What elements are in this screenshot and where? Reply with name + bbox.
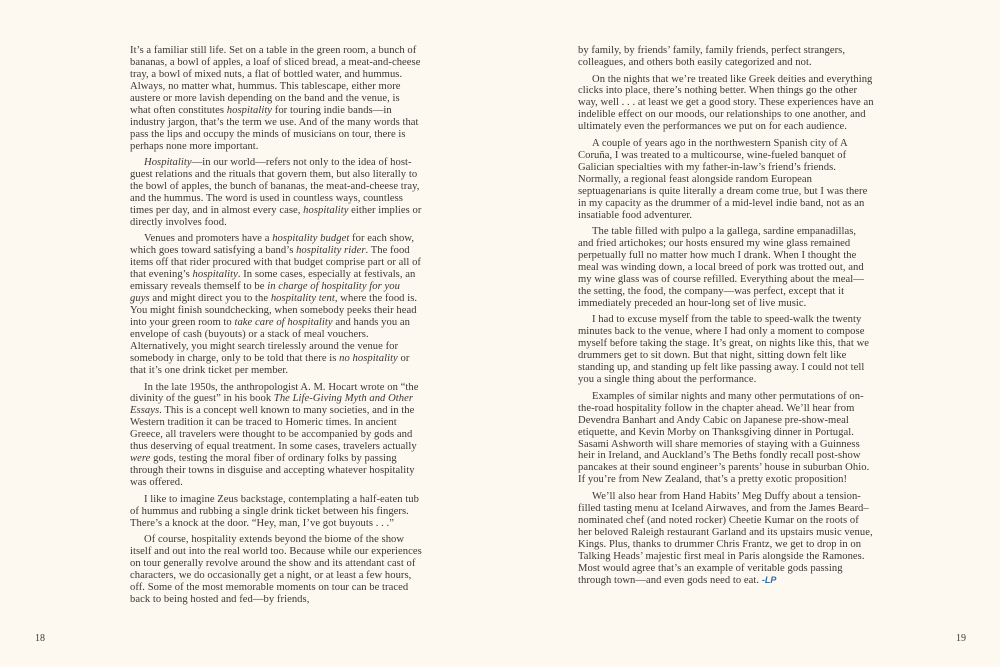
italic-text: hospitality	[226, 104, 273, 116]
page-number-right: 19	[956, 633, 966, 644]
italic-text: in charge of hospitality for you guys	[130, 281, 400, 305]
text-run: Examples of similar nights and many other permutations of on-the-road hospitality follow in the chapter ahead. We’ll hear from Devendra Banhart and Andy Cabic on Japanese pre-show-meal etiquette, and Kevin Morby on Thanksgiving dinner in Portugal. Sasami Ashworth will share memories of staying with a Guinness heir in Ireland, and Auckland’s The Beths fondly recall post-show pancakes at their sound engineer’s parents’ house in suburban Ohio. If you’re from New Zealand, that’s a pretty exotic proposition!	[578, 390, 870, 486]
paragraph	[578, 491, 874, 587]
text-run: and might direct you to the	[149, 293, 271, 305]
text-run: and hands you an envelope of cash (buyouts) or a stack of meal vouchers. Alternatively, you might search tirelessly around the venue for somebody in charge, only to be told that there is	[130, 317, 411, 365]
text-run: The table filled with pulpo a la gallega, sardine empanadillas, and fried artichokes; our hosts ensured my wine glass remained perpetually full no matter how much I drank. When I thought the meal was winding down, a local breed of pork was trotted out, and my wine glass was of course refilled. Everything about the meal—the setting, the food, the company—was perfect, except that it immediately preceded an hour-long set of live music.	[578, 226, 864, 309]
text-run: gods, testing the moral fiber of ordinary folks by passing through their towns in disguise and accepting whatever hospitality was offered.	[130, 453, 415, 489]
text-run: . This is a concept well known to many societies, and in the Western tradition it can be traced to Homeric times. In ancient Greece, all travelers were thought to be accompanied by gods and thus deserving of equal treatment. In some cases, travelers actually	[130, 405, 417, 453]
left-page-body-text	[130, 45, 422, 610]
paragraph	[578, 226, 874, 310]
paragraph	[130, 534, 422, 606]
text-run: Venues and promoters have a	[144, 233, 273, 245]
text-run: I had to excuse myself from the table to speed-walk the twenty minutes back to the venue, where I had only a moment to compose myself before taking the stage. It’s great, on nights like this, that we drummers get to sit down. But that night, sitting down felt like standing up, and standing up felt like passing away. I could not tell you a single thing about the performance.	[578, 314, 870, 386]
paragraph	[578, 138, 874, 222]
italic-text: hospitality tent	[270, 293, 335, 305]
text-run: . In some cases, especially at festivals, an emissary reveals themself to be	[130, 269, 416, 293]
text-run: In the late 1950s, the anthropologist A. M. Hocart wrote on “the divinity of the guest” in his book	[130, 381, 419, 405]
italic-text: hospitality	[303, 204, 349, 216]
text-run: —in our world—refers not only to the idea of host-guest relations and the rituals that govern them, but also literally to the bowl of apples, the bunch of bananas, the meat-and-cheese tray, and the hummus. The word is used in countless ways, countless times per day, and in almost every case,	[130, 157, 420, 216]
paragraph	[578, 74, 874, 134]
italic-text: hospitality budget	[272, 233, 350, 245]
text-run: by family, by friends’ family, family friends, perfect strangers, colleagues, and others both easily categorized and not.	[578, 45, 846, 68]
paragraph	[130, 494, 422, 530]
paragraph	[130, 45, 422, 153]
italic-text: were	[130, 453, 151, 465]
page-number-left: 18	[35, 633, 45, 644]
paragraph	[578, 45, 874, 69]
text-run: A couple of years ago in the northwestern Spanish city of A Coruña, I was treated to a multicourse, wine-fueled banquet of Galician specialties with my father-in-law’s friend’s friends. Normally, a regional feast alongside random European septuagenarians is quite literally a dream come true, but I was there in my capacity as the drummer of a mid-level indie band, not as an insatiable food adventurer.	[578, 137, 868, 221]
text-run: , where the food is. You might finish soundchecking, when somebody peeks their head into your green room to	[130, 293, 418, 329]
italic-text: hospitality rider	[296, 245, 366, 257]
italic-text: take care of hospitality	[234, 317, 333, 329]
text-run: We’ll also hear from Hand Habits’ Meg Duffy about a tension-filled tasting menu at Iceland Airwaves, and from the James Beard–nominated chef (and noted rocker) Cheetie Kumar on the roots of her beloved Raleigh restaurant Garland and its upstairs music venue, Kings. Plus, thanks to drummer Chris Frantz, we get to drop in on Talking Heads’ majestic first meal in Paris alongside the Ramones. Most would agree that’s an example of veritable gods passing through town—and even gods need to eat.	[578, 490, 873, 586]
text-run: for each show, which goes toward satisfying a band’s	[130, 233, 415, 257]
italic-text: Hospitality	[144, 157, 192, 169]
right-page-body-text	[578, 45, 874, 591]
right-page	[500, 0, 1000, 667]
text-run: On the nights that we’re treated like Greek deities and everything clicks into place, there’s nothing better. When things go the other way, well . . . at least we get a good story. These experiences have an indelible effect on our moods, our relationships to one another, and ultimately even the performances we put on for each audience.	[578, 73, 874, 133]
text-run: either implies or directly involves food.	[130, 204, 422, 228]
italic-text: no hospitality	[339, 353, 398, 365]
paragraph	[578, 391, 874, 487]
text-run: . The food items off that rider procured with that budget comprise part or all of that evening’s	[130, 245, 422, 281]
text-run: Of course, hospitality extends beyond the biome of the show itself and out into the real world too. Because while our experiences on tour generally revolve around the show and its attendant cast of characters, we do occasionally get a night, or at least a few hours, off. Some of the most memorable moments on tour can be traced back to being hosted and fed—by friends,	[130, 534, 422, 605]
text-run: or that it’s one drink ticket per member.	[130, 353, 410, 376]
text-run: I like to imagine Zeus backstage, contemplating a half-eaten tub of hummus and rubbing a single drink ticket between his fingers. There’s a knock at the door. “Hey, man, I’ve got buyouts . . .”	[130, 493, 420, 529]
paragraph	[130, 157, 422, 229]
paragraph	[578, 314, 874, 386]
text-run: for touring indie bands—in industry jargon, that’s the term we use. And of the many words that pass the lips and occupy the minds of musicians on tour, there is perhaps none more important.	[130, 104, 419, 152]
paragraph	[130, 382, 422, 490]
italic-text: hospitality	[192, 269, 238, 281]
paragraph	[130, 233, 422, 376]
author-signature: -LP	[761, 574, 777, 585]
italic-text: The Life-Giving Myth and Other Essays	[130, 393, 414, 417]
text-run: It’s a familiar still life. Set on a table in the green room, a bunch of bananas, a bowl of apples, a loaf of sliced bread, a meat-and-cheese tray, a bowl of mixed nuts, a flat of bottled water, and hummus. Always, no matter what, hummus. This tablescape, either more austere or more lavish depending on the band and the venue, is what often constitutes	[130, 45, 421, 116]
